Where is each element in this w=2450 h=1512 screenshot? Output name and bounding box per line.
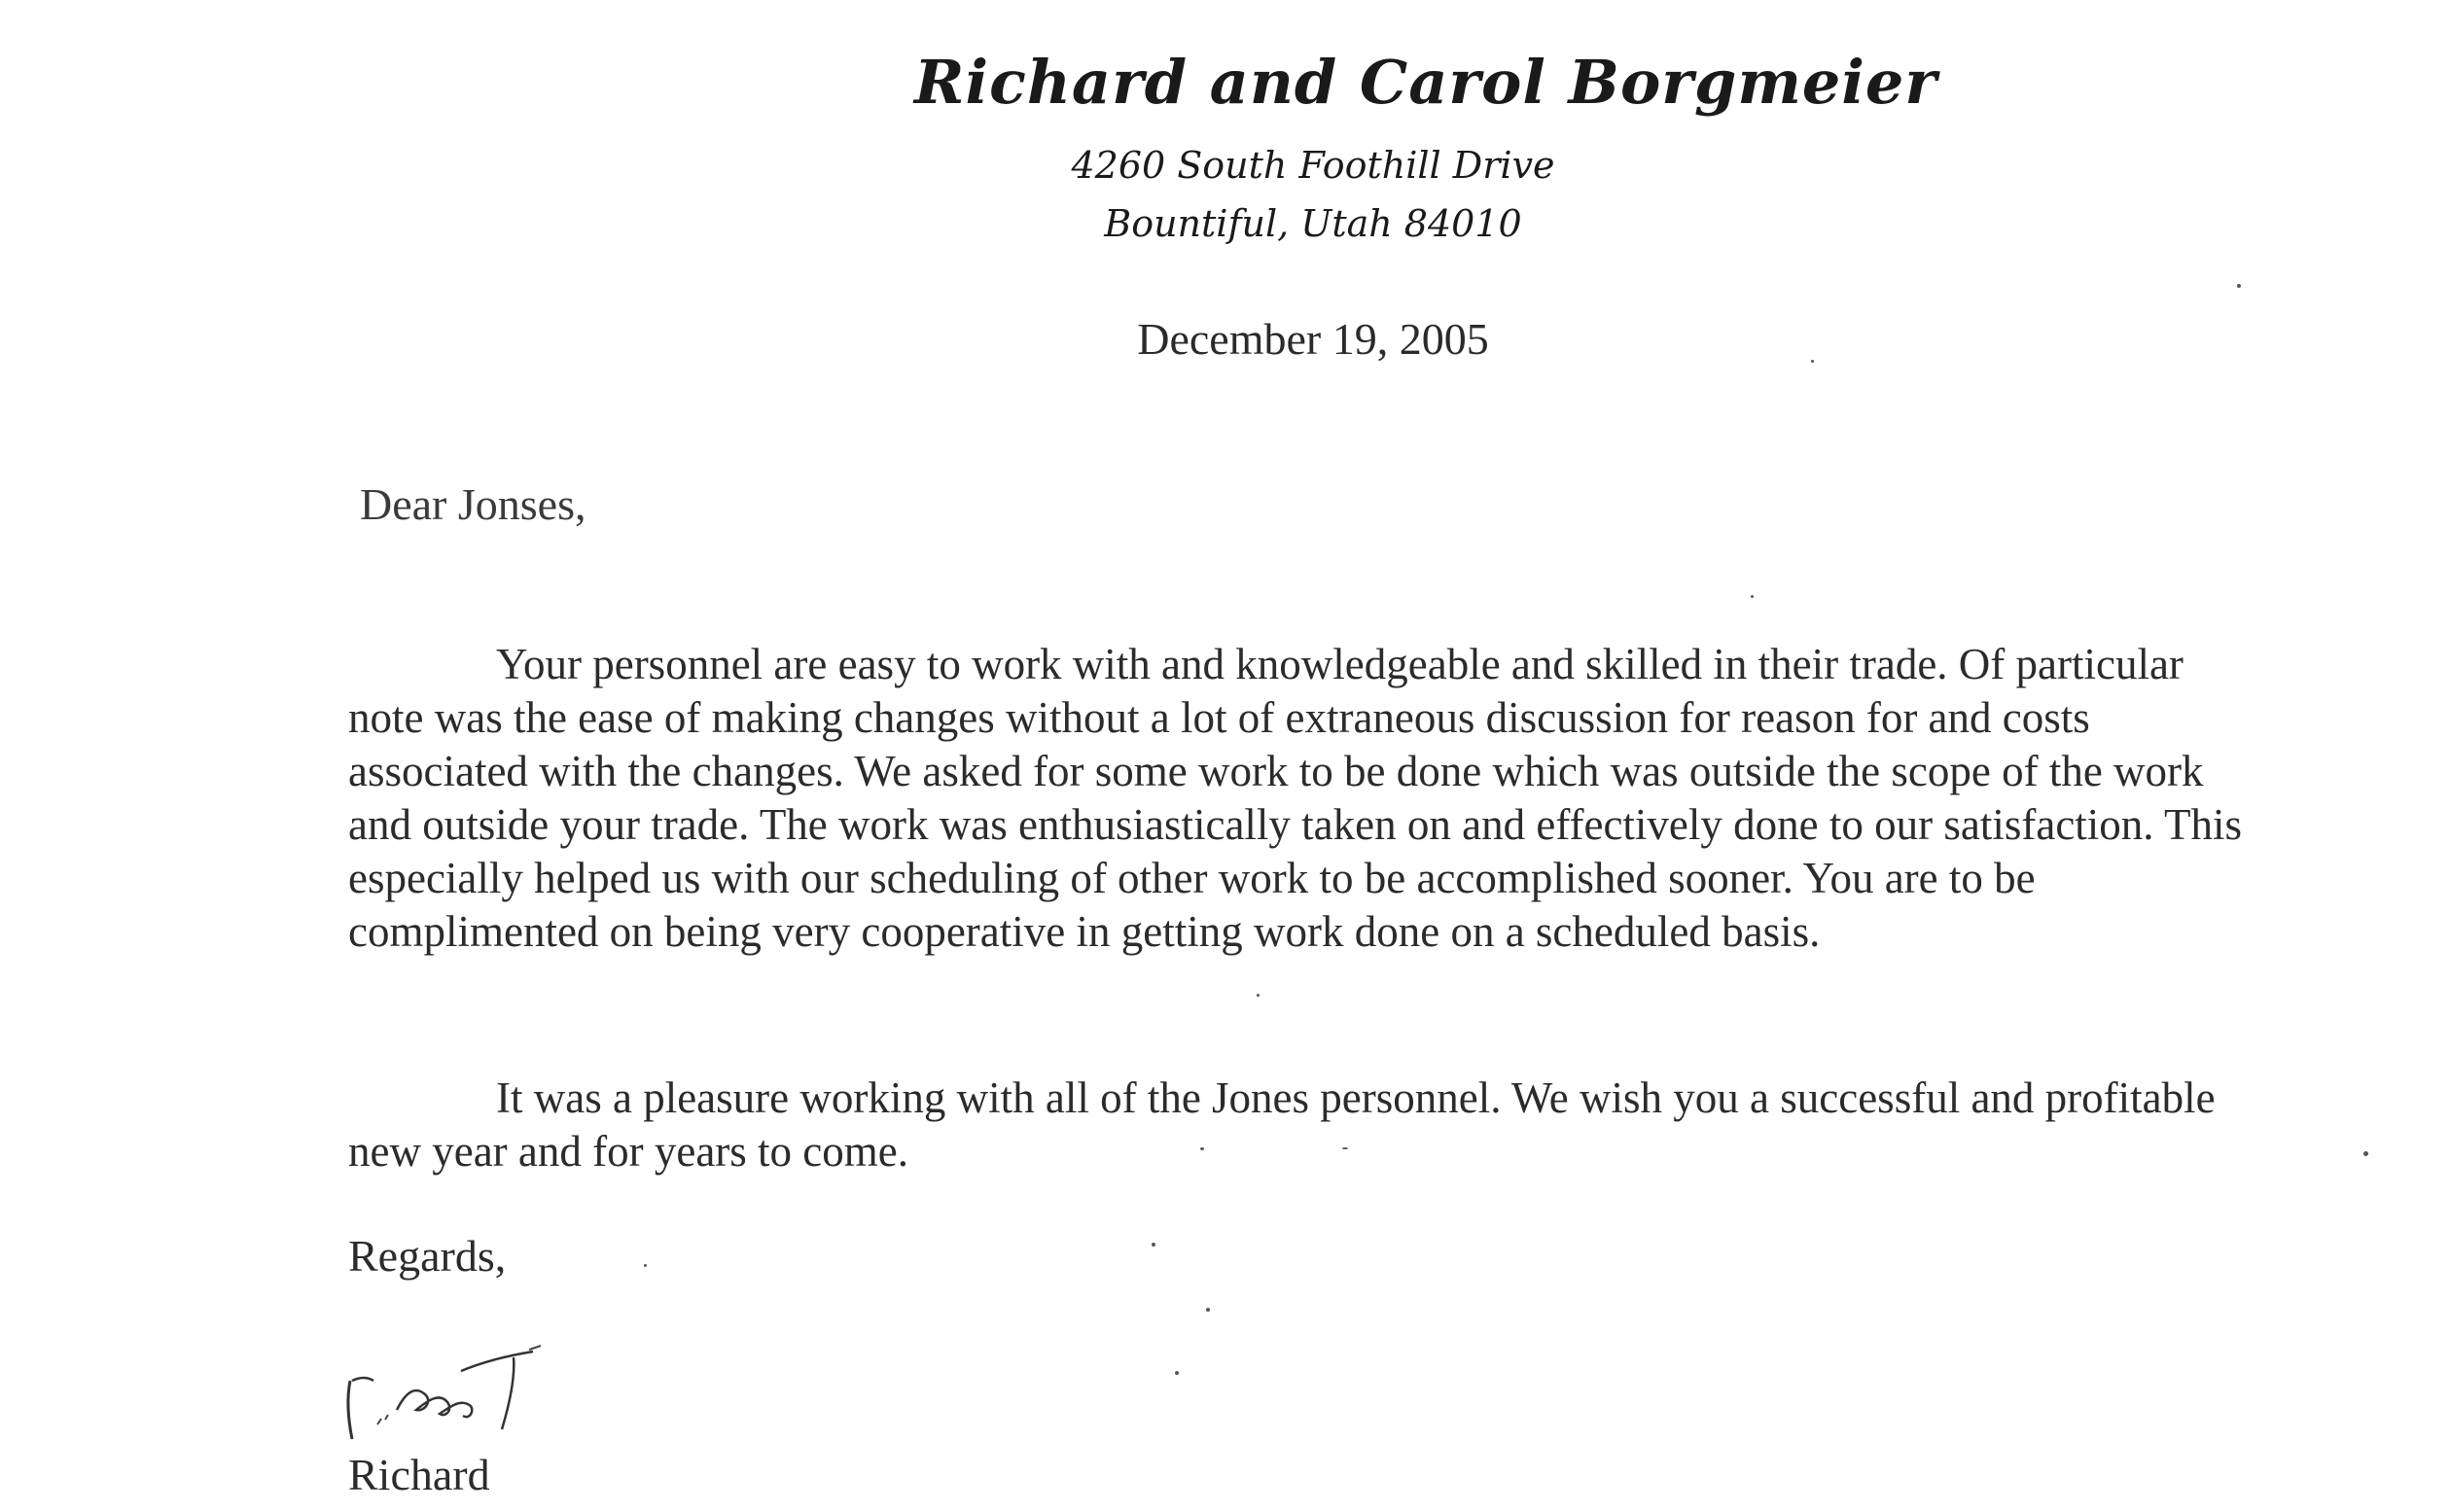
scan-speck bbox=[1152, 1243, 1155, 1247]
letterhead-address-city: Bountiful, Utah 84010 bbox=[1104, 202, 1522, 245]
salutation: Dear Jonses, bbox=[360, 479, 586, 529]
scan-speck bbox=[1200, 1147, 1204, 1150]
body-paragraph: Your personnel are easy to work with and knowledgeable and skilled in their trade. Of particular note was the ease of making changes without a lot of extraneous discussion for reason for and costs associated with the changes. We asked for some work to be done which was outside the scope of the work and outside your trade. The work was enthusiastically taken on and effectively done to our satisfaction. This especially helped us with our scheduling of other work to be accomplished sooner. You are to be complimented on being very cooperative in getting work done on a scheduled basis. bbox=[348, 640, 2242, 956]
scan-speck bbox=[2363, 1151, 2368, 1156]
letterhead-name: Richard and Carol Borgmeier bbox=[914, 47, 1938, 118]
scan-speck bbox=[1206, 1308, 1210, 1312]
scan-speck bbox=[644, 1264, 647, 1267]
letter-date: December 19, 2005 bbox=[1137, 314, 1489, 364]
scan-speck bbox=[1257, 994, 1260, 997]
scan-speck bbox=[1811, 360, 1814, 363]
scan-speck bbox=[2237, 284, 2241, 288]
body-paragraph: It was a pleasure working with all of the Jones personnel. We wish you a successful and profitable new year and for years to come. bbox=[348, 1073, 2216, 1176]
scan-speck bbox=[1175, 1371, 1179, 1375]
scan-speck bbox=[1751, 595, 1754, 598]
closing: Regards, bbox=[348, 1231, 507, 1281]
handwritten-signature bbox=[338, 1342, 562, 1449]
letterhead-address-street: 4260 South Foothill Drive bbox=[1071, 144, 1555, 187]
scan-speck bbox=[1342, 1147, 1348, 1149]
signer-name: Richard bbox=[348, 1450, 490, 1499]
